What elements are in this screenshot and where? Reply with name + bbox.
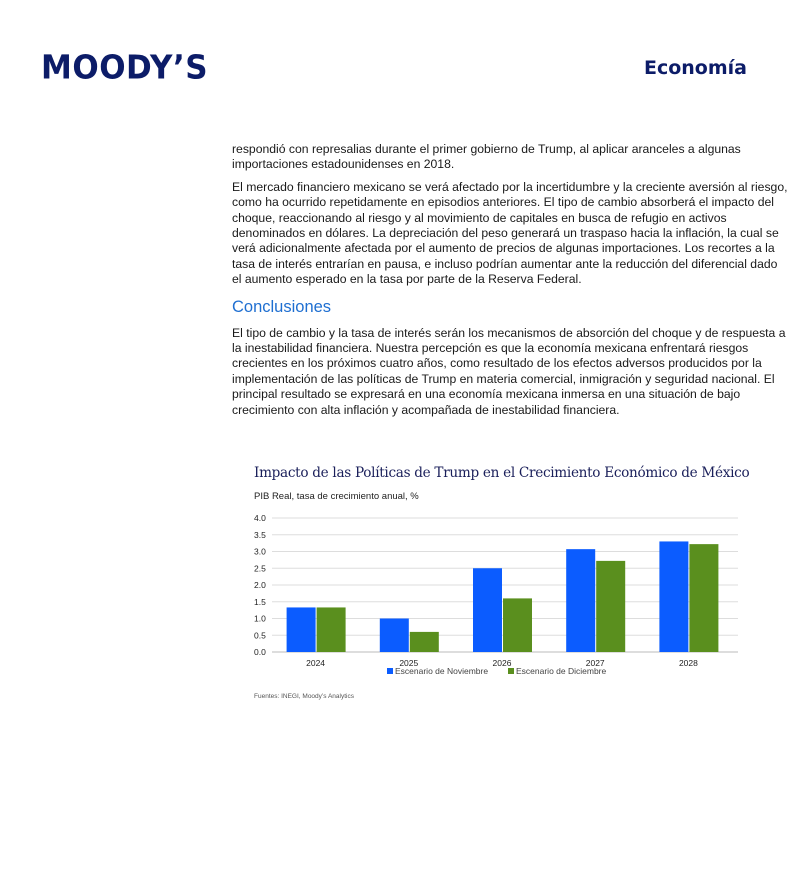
y-tick-label: 1.0 — [254, 613, 266, 624]
text-line: tasa de interés entrarían en pausa, e incluso podrían aumentar ante la reducción del diferencial dado — [232, 256, 778, 271]
text-line: respondió con represalias durante el primer gobierno de Trump, al aplicar aranceles a algunas — [232, 142, 741, 156]
bar-2024-diciembre — [317, 607, 346, 652]
text-line: crecientes en los próximos cuatro años, como resultado de los efectos adversos producidos por la — [232, 356, 762, 371]
text-line: implementación de las políticas de Trump en materia comercial, inmigración y seguridad nacional. El — [232, 371, 775, 386]
x-tick-label: 2028 — [678, 658, 698, 668]
bar-2028-noviembre — [659, 541, 688, 652]
legend-swatch — [387, 668, 393, 674]
text-line: crecimiento con alta inflación y acompañada de inestabilidad financiera. — [232, 402, 620, 417]
y-tick-label: 2.5 — [254, 563, 266, 574]
y-tick-label: 0.5 — [254, 630, 266, 641]
chart-subtitle: PIB Real, tasa de crecimiento anual, % — [254, 491, 419, 502]
y-tick-label: 3.5 — [254, 529, 266, 540]
heading-conclusiones: Conclusiones — [232, 297, 332, 316]
text-line: denominados en dólares. La depreciación del peso generará un traspaso hacia la inflación, la cual se — [232, 226, 779, 241]
bar-2027-diciembre — [596, 561, 625, 652]
text-line: el aumento esperado en la tasa por parte de la Reserva Federal. — [232, 272, 582, 287]
y-tick-label: 4.0 — [254, 513, 266, 523]
y-tick-label: 1.5 — [254, 596, 266, 607]
text-line: como ha ocurrido repetidamente en episodios anteriores. El tipo de cambio absorberá el impacto del — [232, 195, 774, 210]
section-title: Economía — [643, 57, 747, 79]
bar-2026-noviembre — [473, 568, 502, 652]
legend-swatch — [508, 668, 514, 674]
bar-2024-noviembre — [287, 607, 316, 652]
x-tick-label: 2024 — [306, 658, 326, 668]
text-line: choque, reaccionando al riesgo y al movimiento de capitales en busca de refugio en activos — [232, 210, 727, 225]
legend-label: Escenario de Diciembre — [516, 666, 607, 676]
bar-2025-noviembre — [380, 619, 409, 653]
bar-2027-noviembre — [566, 549, 595, 652]
x-tick-label: 2027 — [585, 658, 605, 668]
chart-source: Fuentes: INEGI, Moody’s Analytics — [254, 693, 354, 700]
y-tick-label: 0.0 — [254, 647, 266, 657]
text-line: importaciones estadounidenses en 2018. — [232, 157, 455, 172]
bar-2028-diciembre — [689, 544, 718, 652]
y-tick-label: 3.0 — [254, 546, 266, 557]
y-tick-label: 2.0 — [254, 580, 266, 590]
chart-title: Impacto de las Políticas de Trump en el Crecimiento Económico de México — [254, 465, 750, 481]
legend-label: Escenario de Noviembre — [395, 666, 489, 676]
text-line: la inestabilidad financiera. Nuestra percepción es que la economía mexicana enfrentará riesgos — [232, 341, 749, 356]
text-line: El tipo de cambio y la tasa de interés serán los mecanismos de absorción del choque y de respuesta a — [232, 325, 786, 340]
text-line: verá adicionalmente afectada por el aumento de precios de algunas importaciones. Los recortes a la — [232, 241, 775, 256]
text-line: principal resultado se expresará en una economía mexicana inmersa en una situación de bajo — [232, 387, 741, 402]
bar-2025-diciembre — [410, 632, 439, 652]
x-tick-label: 2025 — [399, 658, 419, 668]
moodys-logo: MOODY’S — [41, 49, 209, 87]
text-line: El mercado financiero mexicano se verá afectado por la incertidumbre y la creciente aversión al riesgo, — [232, 179, 788, 194]
x-tick-label: 2026 — [492, 658, 512, 668]
bar-2026-diciembre — [503, 598, 532, 652]
